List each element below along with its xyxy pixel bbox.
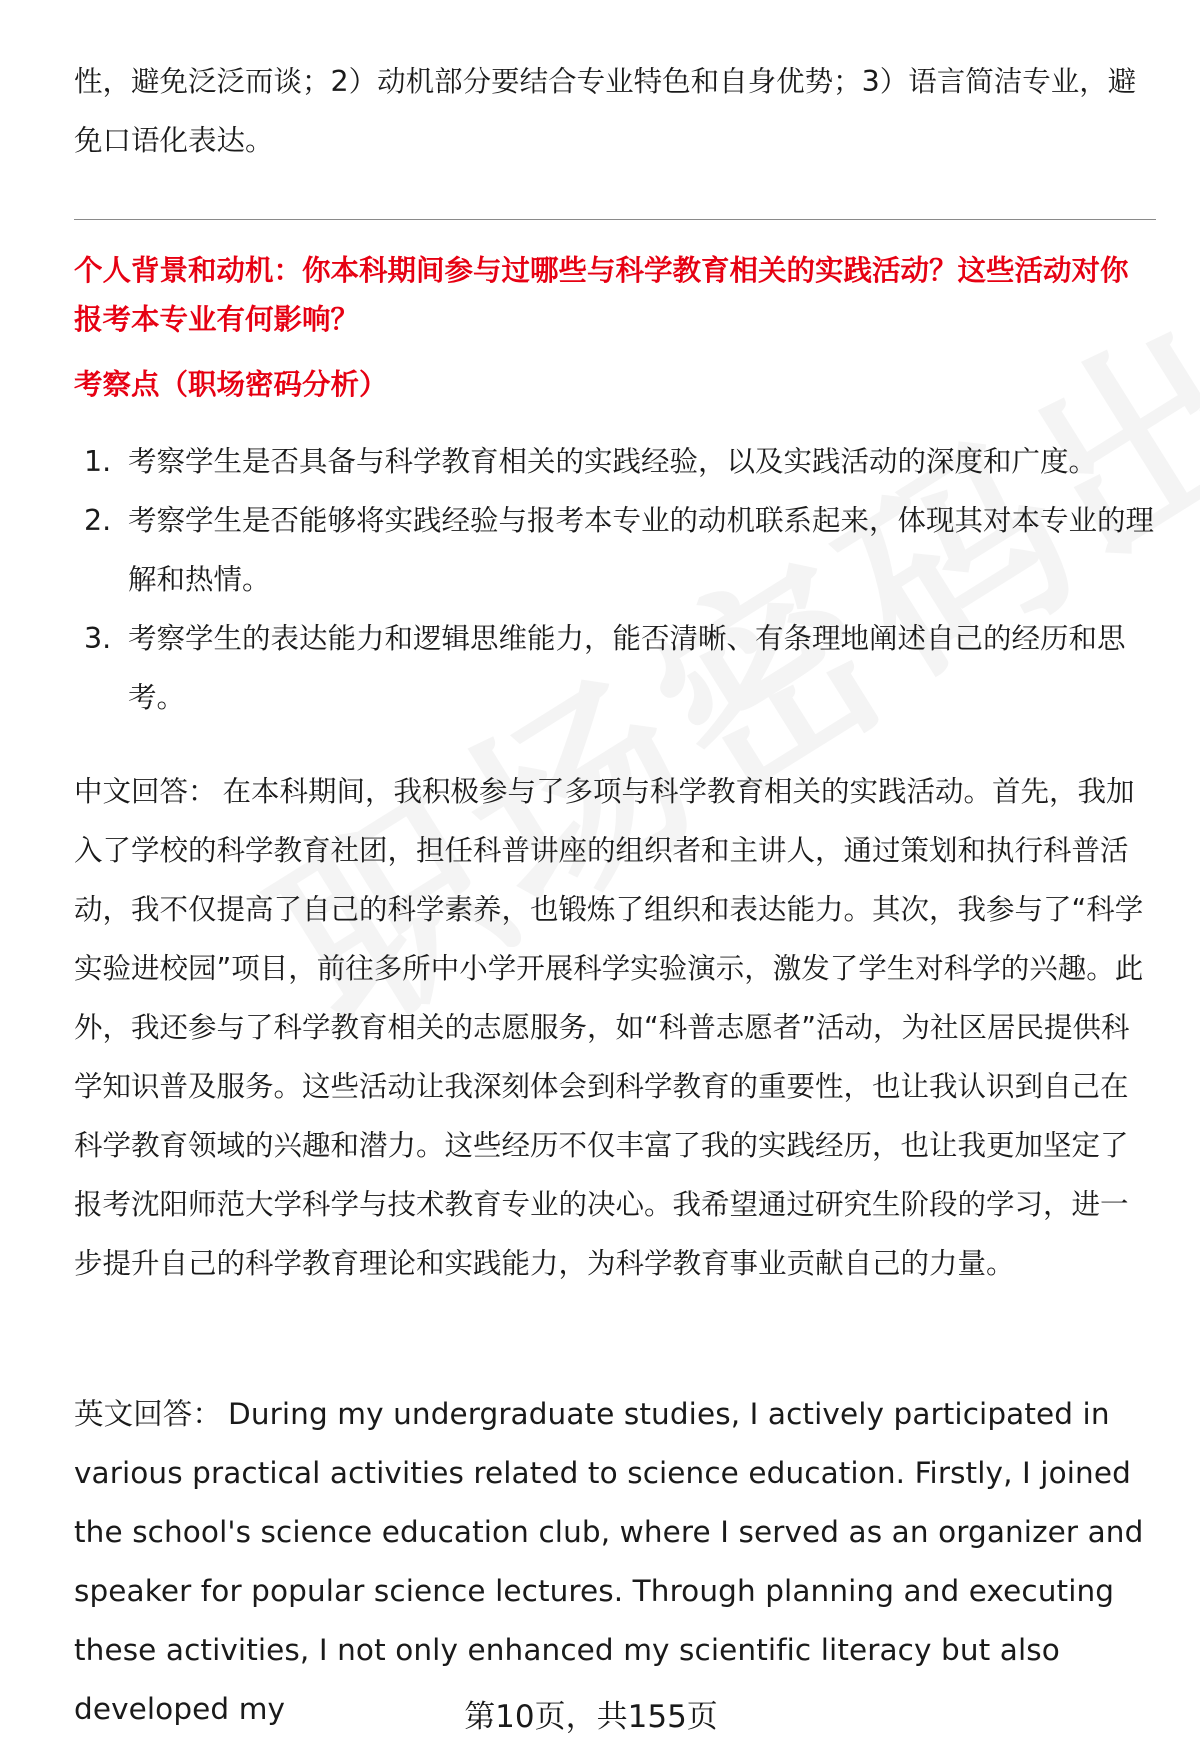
chinese-answer-label: 中文回答： — [74, 775, 217, 808]
english-answer-paragraph — [74, 1385, 1156, 1739]
list-item — [74, 491, 1156, 609]
assessment-points-list — [74, 432, 1156, 727]
question-heading: 个人背景和动机：你本科期间参与过哪些与科学教育相关的实践活动？这些活动对你报考本专业有何影响？ — [74, 254, 1129, 336]
english-answer-label: 英文回答： — [74, 1397, 223, 1431]
english-answer-text: During my undergraduate studies, I actively participated in various practical activities related to science education. Firstly, I joined the school's science education club, where I served as an organizer and speaker for popular science lectures. Through planning and executing these activities, I not only enhanced my scientific literacy but also developed my — [74, 1397, 1144, 1726]
intro-paragraph: 性，避免泛泛而谈；2）动机部分要结合专业特色和自身优势；3）语言简洁专业，避免口语化表达。 — [74, 65, 1137, 157]
list-item — [74, 609, 1156, 727]
list-item-text: 考察学生是否具备与科学教育相关的实践经验，以及实践活动的深度和广度。 — [128, 445, 1098, 478]
chinese-answer-text: 在本科期间，我积极参与了多项与科学教育相关的实践活动。首先，我加入了学校的科学教育社团，担任科普讲座的组织者和主讲人，通过策划和执行科普活动，我不仅提高了自己的科学素养，也锻炼了组织和表达能力。其次，我参与了“科学实验进校园”项目，前往多所中小学开展科学实验演示，激发了学生对科学的兴趣。此外，我还参与了科学教育相关的志愿服务，如“科普志愿者”活动，为社区居民提供科学知识普及服务。这些活动让我深刻体会到科学教育的重要性，也让我认识到自己在科学教育领域的兴趣和潜力。这些经历不仅丰富了我的实践经历，也让我更加坚定了报考沈阳师范大学科学与技术教育专业的决心。我希望通过研究生阶段的学习，进一步提升自己的科学教育理论和实践能力，为科学教育事业贡献自己的力量。 — [74, 775, 1144, 1280]
list-item — [74, 432, 1156, 491]
divider — [74, 219, 1156, 220]
list-item-text: 考察学生的表达能力和逻辑思维能力，能否清晰、有条理地阐述自己的经历和思考。 — [128, 622, 1126, 714]
chinese-answer-paragraph — [74, 762, 1156, 1293]
list-item-number: 2. — [84, 504, 112, 537]
list-item-number: 1. — [84, 445, 112, 478]
document-page — [74, 0, 1156, 1755]
list-item-number: 3. — [84, 622, 112, 655]
section-title: 考察点（职场密码分析） — [74, 368, 388, 401]
list-item-text: 考察学生是否能够将实践经验与报考本专业的动机联系起来，体现其对本专业的理解和热情。 — [128, 504, 1155, 596]
page-footer: 第10页，共155页 — [464, 1699, 718, 1735]
